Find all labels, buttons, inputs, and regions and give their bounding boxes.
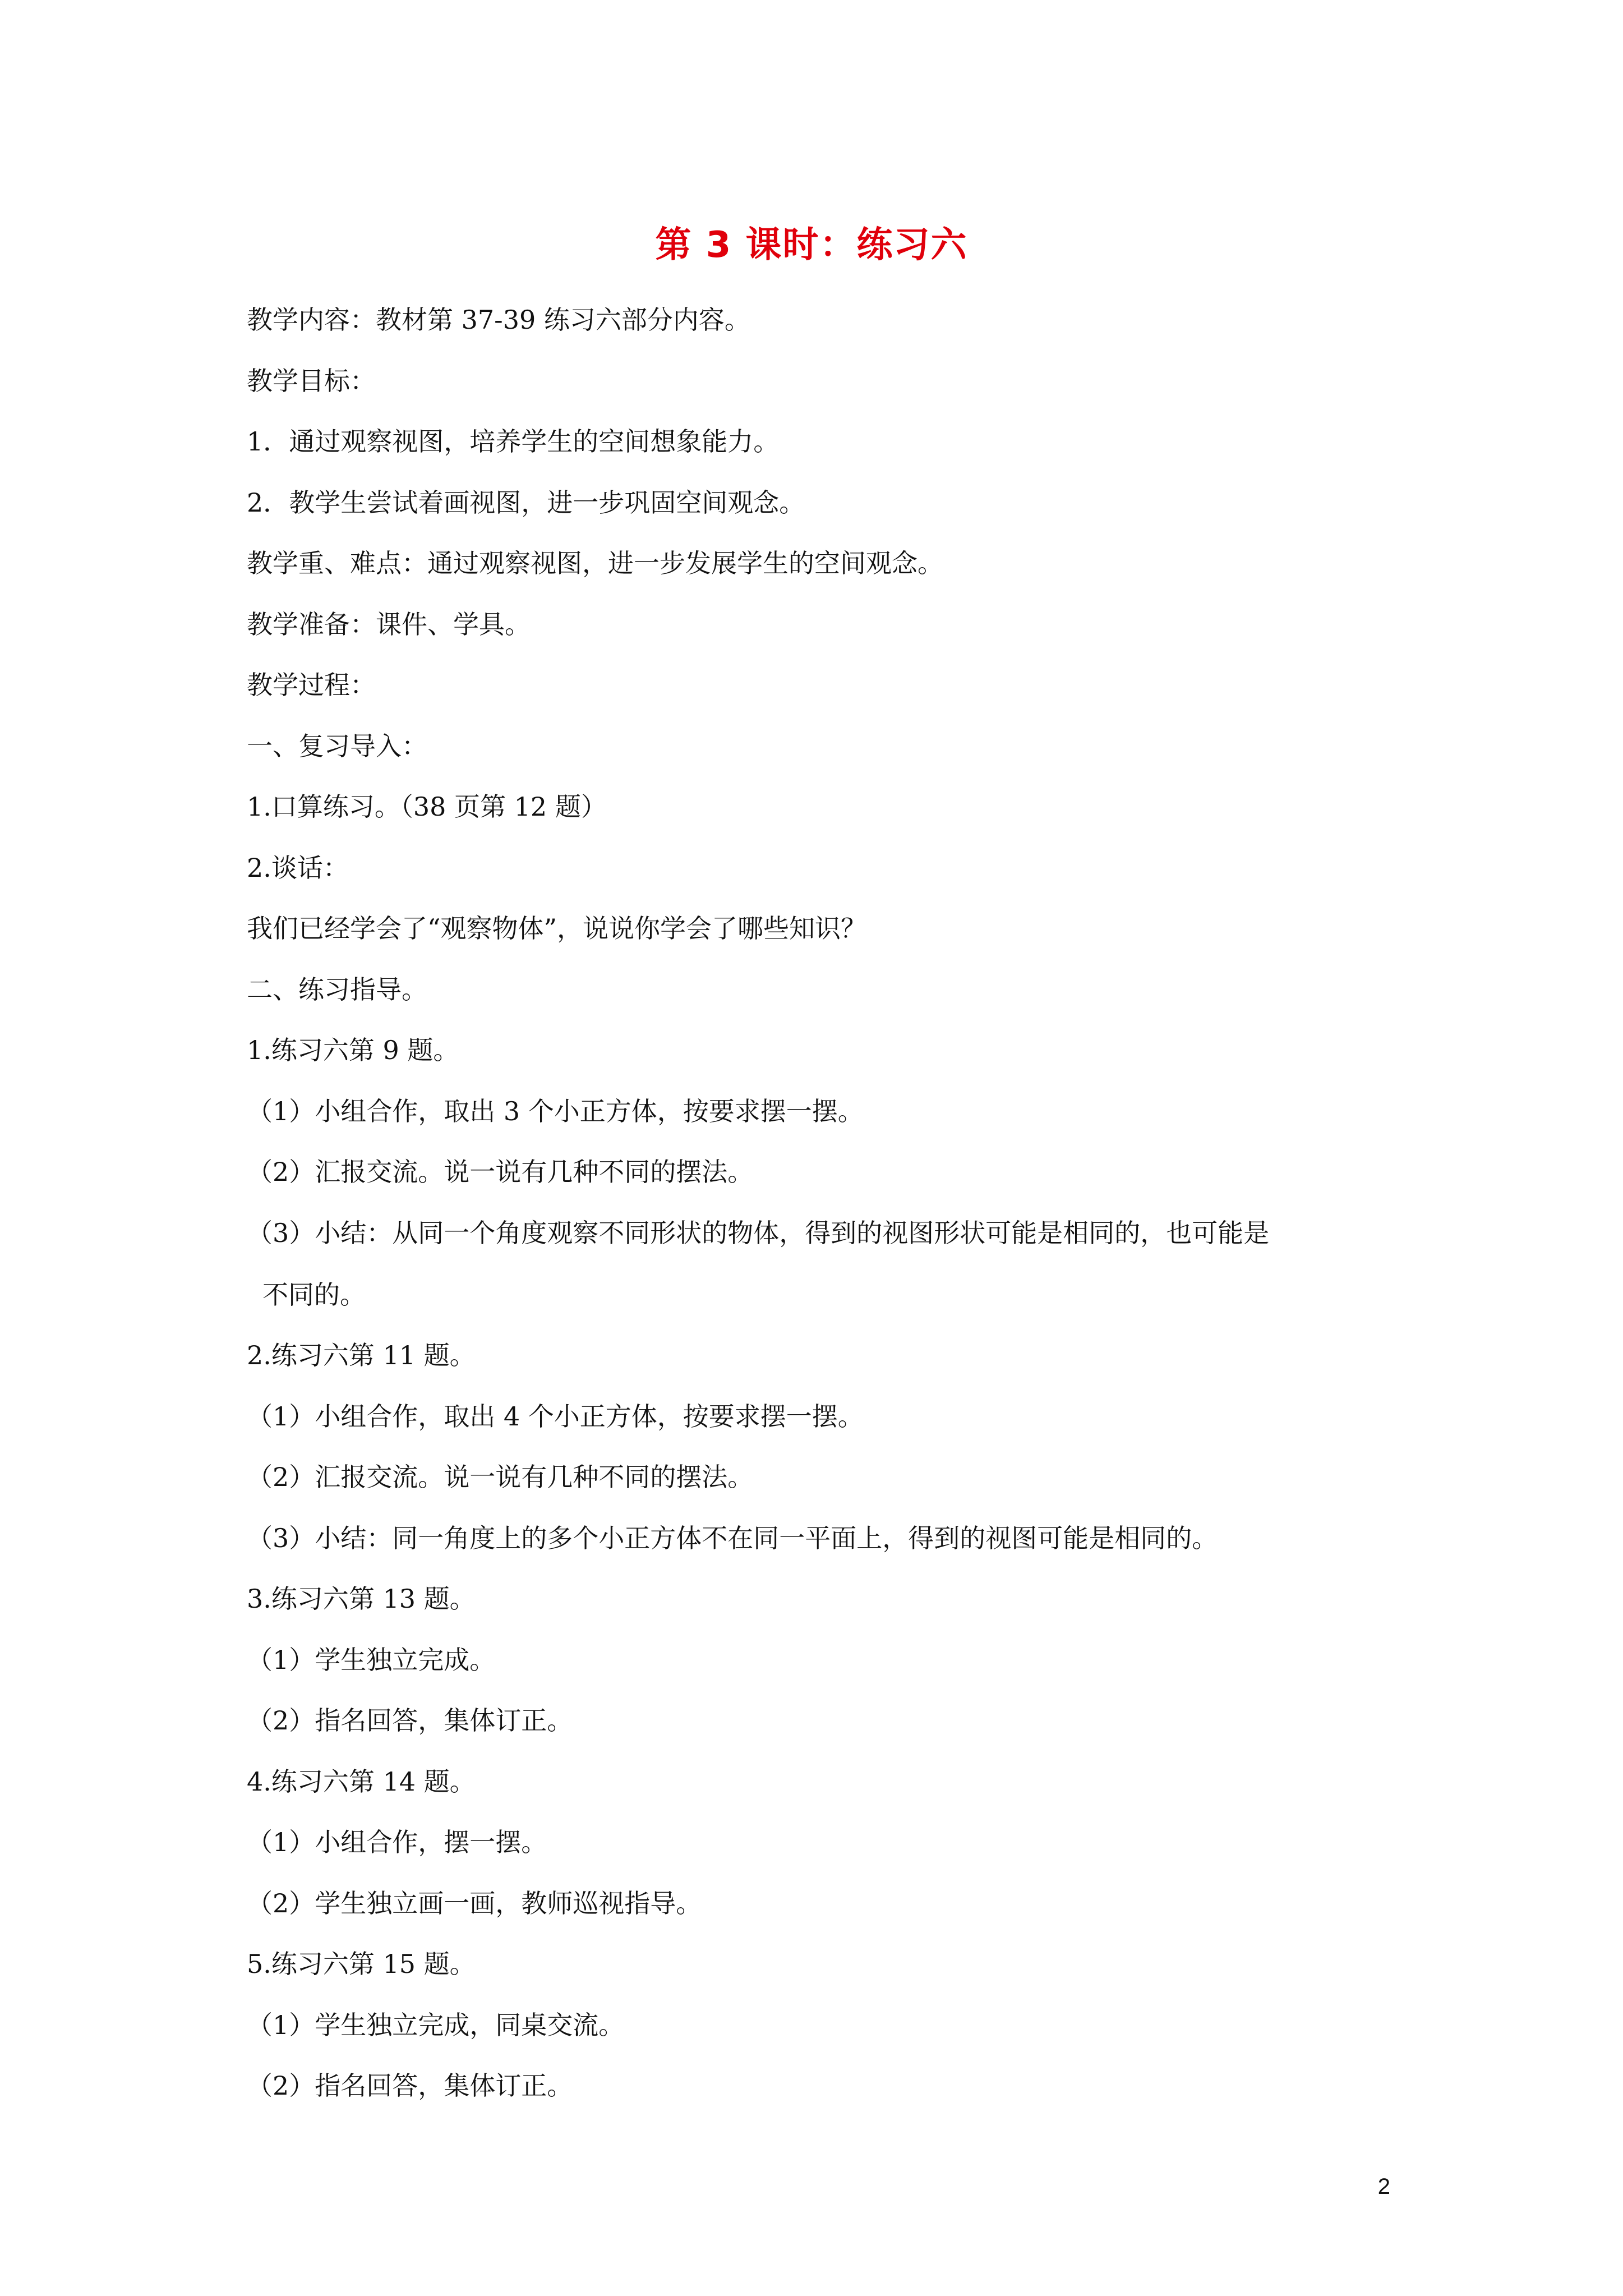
text-line: 1.口算练习。（38 页第 12 题） (247, 792, 607, 822)
text-line: 5.练习六第 15 题。 (247, 1949, 476, 1979)
text-line: 2.谈话： (247, 852, 349, 883)
text-line: 1．通过观察视图，培养学生的空间想象能力。 (247, 426, 780, 457)
text-line: 2.练习六第 11 题。 (247, 1340, 476, 1370)
text-line-continuation: 不同的。 (262, 1279, 366, 1310)
text-line: （2）汇报交流。说一说有几种不同的摆法。 (247, 1462, 754, 1492)
section-heading: 二、练习指导。 (247, 974, 427, 1005)
text-line: 1.练习六第 9 题。 (247, 1035, 459, 1065)
text-line: 教学重、难点：通过观察视图，进一步发展学生的空间观念。 (247, 548, 943, 578)
page-number: 2 (1377, 2174, 1390, 2199)
text-line: （2）汇报交流。说一说有几种不同的摆法。 (247, 1157, 754, 1187)
text-line: 4.练习六第 14 题。 (247, 1766, 476, 1797)
section-heading: 一、复习导入： (247, 730, 427, 761)
text-line: （2）指名回答，集体订正。 (247, 2070, 573, 2101)
text-line: （1）学生独立完成。 (247, 1644, 496, 1675)
text-line: （3）小结：同一角度上的多个小正方体不在同一平面上，得到的视图可能是相同的。 (247, 1522, 1218, 1553)
text-line: （1）小组合作，取出 4 个小正方体，按要求摆一摆。 (247, 1401, 864, 1432)
text-line: （1）学生独立完成，同桌交流。 (247, 2009, 625, 2040)
text-line: 教学准备：课件、学具。 (247, 609, 531, 639)
text-line: 教学内容：教材第 37-39 练习六部分内容。 (247, 305, 750, 335)
text-line: （1）小组合作，摆一摆。 (247, 1827, 547, 1857)
text-line: 我们已经学会了“观察物体”，说说你学会了哪些知识？ (247, 913, 867, 944)
text-line: 教学目标： (247, 365, 376, 396)
text-line: （2）指名回答，集体订正。 (247, 1705, 573, 1736)
text-line: （2）学生独立画一画，教师巡视指导。 (247, 1888, 702, 1918)
text-line: 教学过程： (247, 670, 376, 700)
text-line: 3.练习六第 13 题。 (247, 1584, 476, 1614)
text-line: 2．教学生尝试着画视图，进一步巩固空间观念。 (247, 487, 805, 518)
page-title: 第 3 课时：练习六 (655, 224, 968, 266)
document-body (247, 303, 1391, 2102)
text-line: （3）小结：从同一个角度观察不同形状的物体，得到的视图形状可能是相同的，也可能是 (247, 1217, 1270, 1248)
text-line: （1）小组合作，取出 3 个小正方体，按要求摆一摆。 (247, 1096, 864, 1126)
